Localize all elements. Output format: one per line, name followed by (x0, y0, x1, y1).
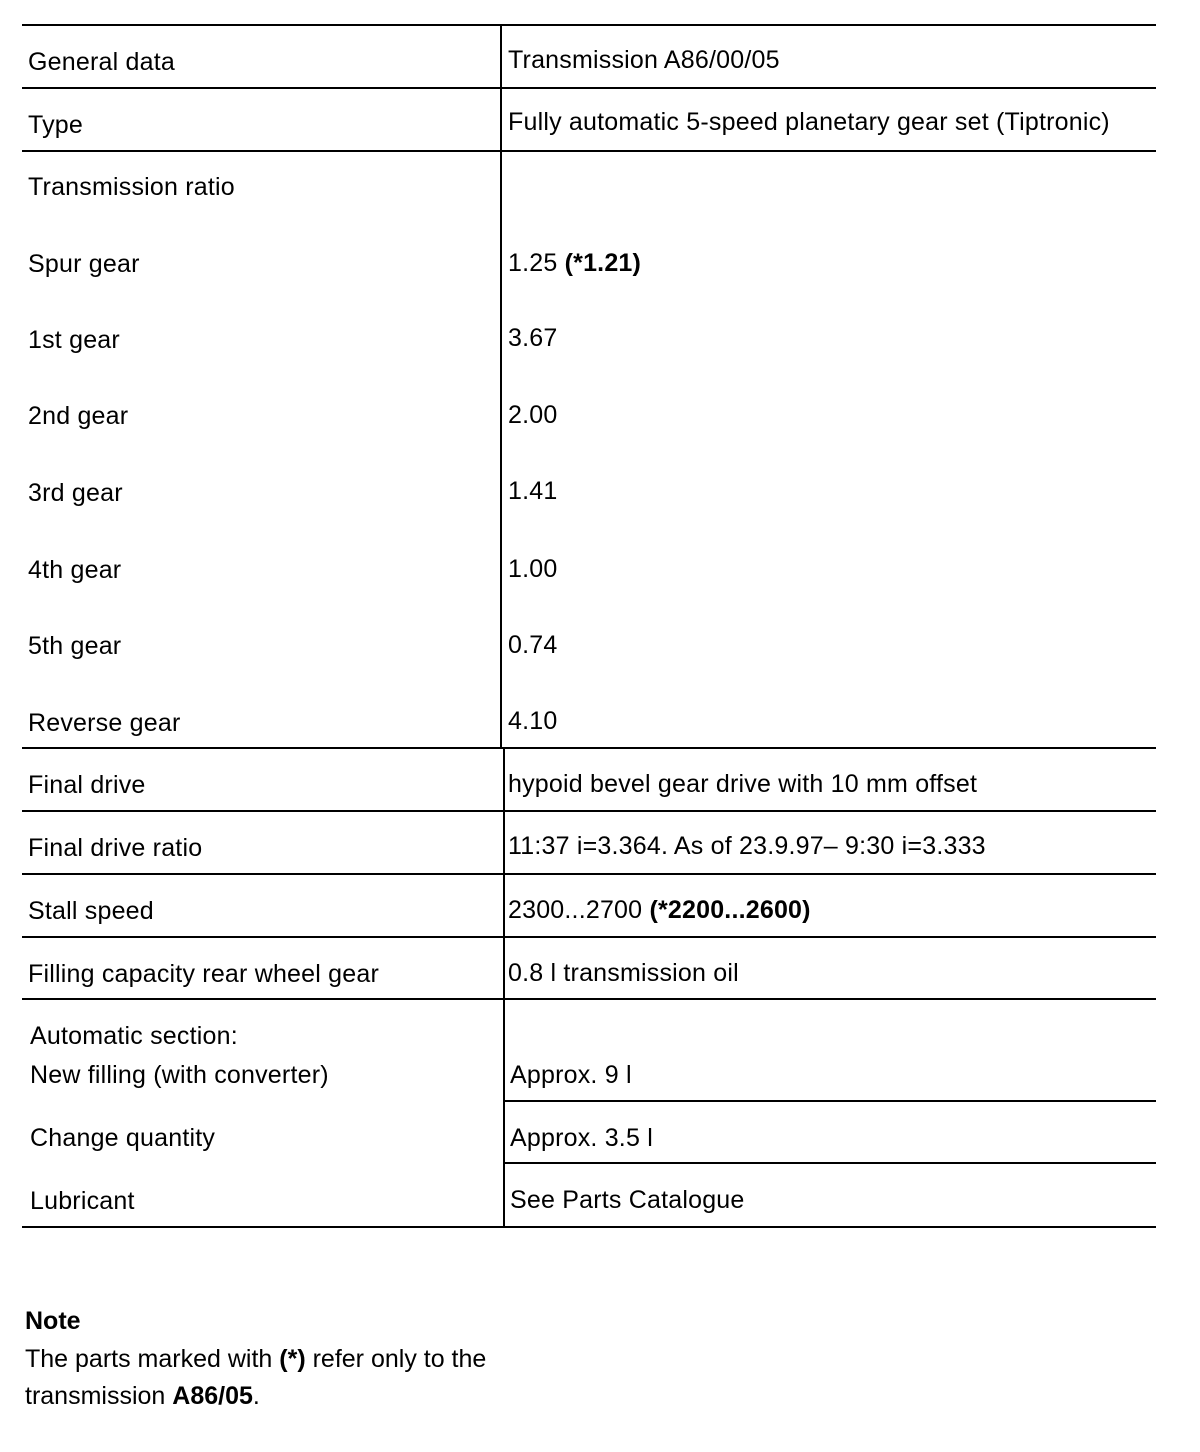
fourth-gear-label: 4th gear (28, 556, 122, 584)
rule (22, 998, 1156, 1000)
first-gear-label: 1st gear (28, 326, 120, 354)
new-filling-label: New filling (with converter) (30, 1061, 329, 1089)
note-line-2 (25, 1377, 260, 1415)
filling-rear-value: 0.8 l transmission oil (508, 959, 739, 987)
spur-gear-label: Spur gear (28, 250, 140, 278)
rule (22, 87, 1156, 89)
reverse-gear-value: 4.10 (508, 707, 558, 735)
transmission-ratio-heading: Transmission ratio (28, 173, 235, 201)
final-drive-value: hypoid bevel gear drive with 10 mm offset (508, 770, 978, 798)
fourth-gear-value: 1.00 (508, 555, 558, 583)
rule (22, 936, 1156, 938)
stall-speed-value (508, 895, 811, 925)
change-quantity-value: Approx. 3.5 l (510, 1124, 653, 1152)
second-gear-value: 2.00 (508, 401, 558, 429)
stall-speed-label: Stall speed (28, 897, 154, 925)
note-line-2-post: . (252, 1382, 260, 1410)
rule (504, 1100, 1156, 1102)
rule (22, 150, 1156, 152)
new-filling-value: Approx. 9 l (510, 1061, 632, 1089)
rule (22, 747, 1156, 749)
rule (22, 24, 1156, 26)
rule (22, 810, 1156, 812)
rule (22, 1226, 1156, 1228)
note-line-1-pre: The parts marked with (25, 1345, 280, 1373)
fifth-gear-label: 5th gear (28, 632, 122, 660)
note-title (25, 1302, 81, 1340)
reverse-gear-label: Reverse gear (28, 709, 181, 737)
column-divider (503, 747, 505, 1228)
note-line-2-pre: transmission (25, 1382, 173, 1410)
rule (22, 873, 1156, 875)
filling-rear-label: Filling capacity rear wheel gear (28, 960, 380, 988)
spur-gear-value (508, 248, 641, 278)
spur-gear-alt-ratio: (*1.21) (564, 249, 642, 277)
note-line-1 (25, 1340, 486, 1378)
lubricant-value: See Parts Catalogue (510, 1186, 745, 1214)
second-gear-label: 2nd gear (28, 402, 129, 430)
type-value: Fully automatic 5-speed planetary gear set (Tiptronic) (508, 108, 1110, 136)
note-title-text: Note (25, 1307, 81, 1335)
note-transmission-code: A86/05 (172, 1382, 253, 1410)
transmission-model: Transmission A86/00/05 (508, 46, 780, 74)
first-gear-value: 3.67 (508, 324, 558, 352)
rule (504, 1162, 1156, 1164)
column-divider (500, 24, 502, 748)
note-mark: (*) (279, 1345, 306, 1373)
stall-speed-range: 2300...2700 (508, 896, 643, 924)
general-data-label: General data (28, 48, 175, 76)
automatic-section-heading: Automatic section: (30, 1022, 238, 1050)
note-line-1-post: refer only to the (305, 1345, 487, 1373)
stall-speed-alt-range: (*2200...2600) (649, 896, 811, 924)
third-gear-label: 3rd gear (28, 479, 123, 507)
final-drive-ratio-value: 11:37 i=3.364. As of 23.9.97– 9:30 i=3.333 (508, 832, 986, 860)
final-drive-ratio-label: Final drive ratio (28, 834, 203, 862)
lubricant-label: Lubricant (30, 1187, 135, 1215)
fifth-gear-value: 0.74 (508, 631, 558, 659)
third-gear-value: 1.41 (508, 477, 558, 505)
type-label: Type (28, 111, 83, 139)
change-quantity-label: Change quantity (30, 1124, 216, 1152)
spur-gear-ratio: 1.25 (508, 249, 558, 277)
final-drive-label: Final drive (28, 771, 146, 799)
